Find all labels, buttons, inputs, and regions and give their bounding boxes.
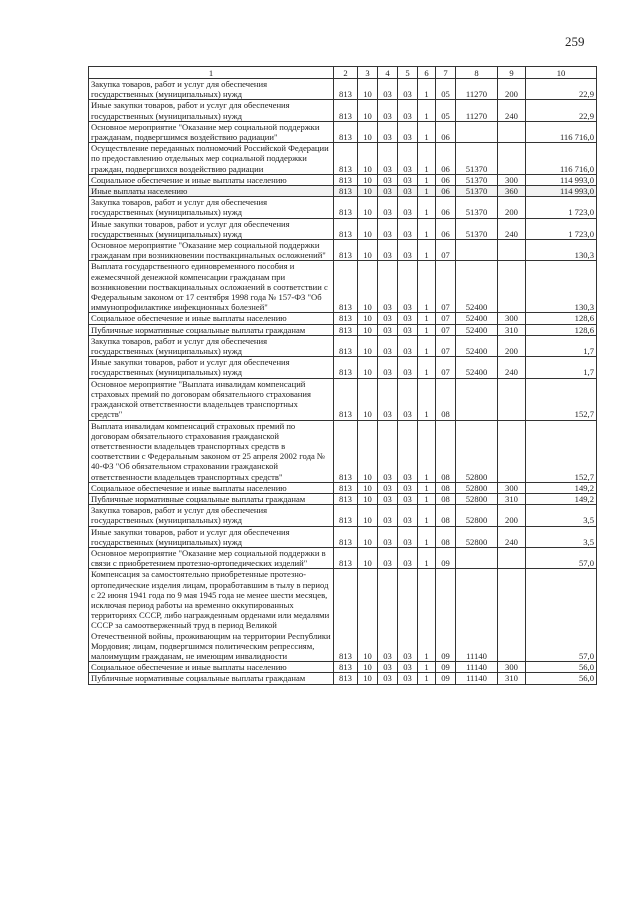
row-name: Закупка товаров, работ и услуг для обеспечения государственных (муниципальных) нужд [89,505,334,526]
row-code-c7: 06 [436,197,456,218]
table-row [89,357,597,378]
row-code-c8: 11270 [456,100,498,121]
row-code-c5: 03 [398,482,418,493]
row-name: Закупка товаров, работ и услуг для обеспечения государственных (муниципальных) нужд [89,335,334,356]
row-code-c3: 10 [358,493,378,504]
row-code-c2: 813 [334,673,358,684]
row-code-c2: 813 [334,218,358,239]
row-code-c8: 52800 [456,493,498,504]
row-name: Выплата инвалидам компенсаций страховых премий по договорам обязательного страхования гражданской ответственности владельцев транспортных средств в соответствии с Федеральным законом от 25 апреля 2002 года № 40-ФЗ "Об обязательном страховании гражданской ответственности владельцев транспортных средств" [89,420,334,482]
row-code-c5: 03 [398,526,418,547]
column-header: 2 [334,67,358,79]
row-name: Публичные нормативные социальные выплаты гражданам [89,673,334,684]
row-amount: 114 993,0 [526,186,597,197]
row-code-c5: 03 [398,357,418,378]
row-code-c6: 1 [418,313,436,324]
row-code-c6: 1 [418,335,436,356]
row-name: Иные закупки товаров, работ и услуг для обеспечения государственных (муниципальных) нужд [89,218,334,239]
row-code-c3: 10 [358,100,378,121]
row-code-c7: 06 [436,186,456,197]
row-code-c3: 10 [358,569,378,662]
row-code-c6: 1 [418,420,436,482]
row-amount: 56,0 [526,662,597,673]
row-code-c7: 07 [436,261,456,313]
row-amount: 22,9 [526,100,597,121]
row-amount: 130,3 [526,240,597,261]
row-code-c5: 03 [398,261,418,313]
table-header-row [89,67,597,79]
row-code-c9: 310 [498,493,526,504]
row-code-c9: 300 [498,313,526,324]
row-code-c9: 310 [498,673,526,684]
row-code-c4: 03 [378,121,398,142]
row-code-c8: 52800 [456,420,498,482]
row-code-c7: 08 [436,482,456,493]
row-code-c3: 10 [358,218,378,239]
row-code-c9: 300 [498,662,526,673]
column-header: 6 [418,67,436,79]
column-header: 4 [378,67,398,79]
row-code-c4: 03 [378,378,398,420]
row-code-c6: 1 [418,197,436,218]
row-code-c3: 10 [358,313,378,324]
row-code-c4: 03 [378,526,398,547]
page-number: 259 [565,34,585,49]
row-code-c7: 06 [436,218,456,239]
row-code-c8: 52400 [456,324,498,335]
row-amount: 57,0 [526,547,597,568]
row-code-c3: 10 [358,378,378,420]
row-code-c9 [498,143,526,175]
row-name: Закупка товаров, работ и услуг для обеспечения государственных (муниципальных) нужд [89,197,334,218]
row-name: Выплата государственного единовременного пособия и ежемесячной денежной компенсации гражданам при возникновении поствакцинальных осложнений в соответствии с Федеральным законом от 17 сентября 1998 года № 157-ФЗ "Об иммунопрофилактике инфекционных болезней" [89,261,334,313]
row-code-c3: 10 [358,335,378,356]
row-code-c5: 03 [398,218,418,239]
row-code-c3: 10 [358,240,378,261]
row-amount: 128,6 [526,324,597,335]
row-code-c3: 10 [358,324,378,335]
row-code-c3: 10 [358,357,378,378]
row-amount: 116 716,0 [526,143,597,175]
row-amount: 1,7 [526,357,597,378]
table-row [89,662,597,673]
row-code-c8: 52400 [456,313,498,324]
row-code-c3: 10 [358,505,378,526]
row-code-c6: 1 [418,673,436,684]
row-code-c7: 06 [436,121,456,142]
row-code-c8: 11270 [456,79,498,100]
row-code-c8: 51370 [456,218,498,239]
row-name: Социальное обеспечение и иные выплаты населению [89,174,334,185]
row-code-c6: 1 [418,505,436,526]
row-code-c5: 03 [398,420,418,482]
row-code-c7: 07 [436,313,456,324]
row-code-c7: 09 [436,547,456,568]
row-code-c4: 03 [378,335,398,356]
row-code-c5: 03 [398,143,418,175]
row-code-c4: 03 [378,420,398,482]
row-code-c7: 05 [436,79,456,100]
row-name: Иные закупки товаров, работ и услуг для обеспечения государственных (муниципальных) нужд [89,526,334,547]
row-code-c8: 52800 [456,482,498,493]
row-amount: 3,5 [526,526,597,547]
row-code-c5: 03 [398,493,418,504]
row-code-c9: 200 [498,335,526,356]
row-name: Компенсация за самостоятельно приобретенные протезно-ортопедические изделия лицам, проработавшим в тылу в период с 22 июня 1941 года по 9 мая 1945 года не менее шести месяцев, исключая период работы на временно оккупированных территориях СССР, либо награжденным орденами или медалями СССР за самоотверженный труд в период Великой Отечественной войны, проживающим на территории Республики Мордовия; лицам, подвергшимся политическим репрессиям, малоимущим гражданам, не имеющим инвалидности [89,569,334,662]
row-name: Иные выплаты населению [89,186,334,197]
row-code-c5: 03 [398,378,418,420]
row-code-c4: 03 [378,261,398,313]
column-header: 5 [398,67,418,79]
row-code-c6: 1 [418,493,436,504]
row-amount: 152,7 [526,420,597,482]
table-row [89,100,597,121]
budget-table [88,66,597,685]
column-header: 8 [456,67,498,79]
row-code-c9: 360 [498,186,526,197]
row-code-c3: 10 [358,547,378,568]
row-code-c6: 1 [418,569,436,662]
row-name: Иные закупки товаров, работ и услуг для обеспечения государственных (муниципальных) нужд [89,357,334,378]
row-code-c2: 813 [334,143,358,175]
row-code-c9: 240 [498,357,526,378]
row-code-c6: 1 [418,526,436,547]
row-name: Иные закупки товаров, работ и услуг для обеспечения государственных (муниципальных) нужд [89,100,334,121]
row-code-c4: 03 [378,662,398,673]
row-code-c6: 1 [418,547,436,568]
row-code-c6: 1 [418,79,436,100]
table-row [89,673,597,684]
row-code-c7: 08 [436,493,456,504]
row-code-c9 [498,261,526,313]
row-code-c7: 07 [436,324,456,335]
row-code-c2: 813 [334,547,358,568]
row-code-c3: 10 [358,420,378,482]
row-code-c7: 08 [436,378,456,420]
row-amount: 152,7 [526,378,597,420]
row-code-c7: 07 [436,240,456,261]
row-code-c9 [498,240,526,261]
row-code-c5: 03 [398,569,418,662]
row-amount: 114 993,0 [526,174,597,185]
row-amount: 1 723,0 [526,197,597,218]
row-code-c2: 813 [334,197,358,218]
row-code-c8: 11140 [456,569,498,662]
row-code-c5: 03 [398,547,418,568]
row-code-c5: 03 [398,240,418,261]
row-code-c7: 06 [436,174,456,185]
row-code-c2: 813 [334,186,358,197]
row-code-c4: 03 [378,673,398,684]
row-code-c2: 813 [334,79,358,100]
row-code-c9: 310 [498,324,526,335]
table-row [89,261,597,313]
table-row [89,569,597,662]
row-code-c5: 03 [398,121,418,142]
row-code-c8: 51370 [456,143,498,175]
row-code-c4: 03 [378,240,398,261]
row-code-c4: 03 [378,186,398,197]
row-code-c4: 03 [378,197,398,218]
row-amount: 149,2 [526,493,597,504]
table-row [89,378,597,420]
row-amount: 22,9 [526,79,597,100]
row-code-c4: 03 [378,569,398,662]
row-code-c2: 813 [334,335,358,356]
row-code-c9: 200 [498,197,526,218]
row-code-c3: 10 [358,673,378,684]
row-code-c9 [498,569,526,662]
table-row [89,324,597,335]
row-code-c5: 03 [398,197,418,218]
table-row [89,143,597,175]
row-code-c7: 09 [436,569,456,662]
row-code-c7: 08 [436,526,456,547]
table-row [89,240,597,261]
row-code-c6: 1 [418,482,436,493]
row-code-c4: 03 [378,493,398,504]
row-amount: 149,2 [526,482,597,493]
row-code-c6: 1 [418,378,436,420]
row-code-c4: 03 [378,79,398,100]
row-code-c6: 1 [418,143,436,175]
row-code-c9: 240 [498,218,526,239]
row-amount: 56,0 [526,673,597,684]
row-code-c5: 03 [398,324,418,335]
row-code-c2: 813 [334,174,358,185]
row-code-c3: 10 [358,261,378,313]
row-code-c4: 03 [378,547,398,568]
row-code-c9 [498,121,526,142]
column-header: 9 [498,67,526,79]
table-row [89,174,597,185]
row-code-c3: 10 [358,121,378,142]
row-code-c6: 1 [418,324,436,335]
row-code-c7: 07 [436,335,456,356]
table-row [89,493,597,504]
row-name: Социальное обеспечение и иные выплаты населению [89,662,334,673]
row-code-c5: 03 [398,174,418,185]
row-code-c4: 03 [378,143,398,175]
row-amount: 128,6 [526,313,597,324]
table-row [89,79,597,100]
table-row [89,121,597,142]
row-code-c6: 1 [418,100,436,121]
row-code-c5: 03 [398,313,418,324]
row-code-c8 [456,378,498,420]
table-row [89,313,597,324]
row-code-c8: 51370 [456,186,498,197]
row-code-c3: 10 [358,662,378,673]
row-code-c8 [456,240,498,261]
row-code-c2: 813 [334,313,358,324]
table-row [89,186,597,197]
row-code-c8: 52800 [456,505,498,526]
row-code-c7: 08 [436,505,456,526]
row-code-c6: 1 [418,174,436,185]
row-code-c4: 03 [378,324,398,335]
row-code-c2: 813 [334,662,358,673]
column-header: 3 [358,67,378,79]
row-code-c4: 03 [378,357,398,378]
row-code-c8: 52400 [456,335,498,356]
row-code-c4: 03 [378,100,398,121]
row-code-c5: 03 [398,673,418,684]
table-row [89,420,597,482]
row-code-c6: 1 [418,186,436,197]
row-code-c7: 05 [436,100,456,121]
row-code-c4: 03 [378,482,398,493]
row-code-c9: 240 [498,100,526,121]
row-amount: 1 723,0 [526,218,597,239]
row-code-c2: 813 [334,482,358,493]
row-name: Публичные нормативные социальные выплаты гражданам [89,324,334,335]
row-code-c5: 03 [398,505,418,526]
row-code-c3: 10 [358,482,378,493]
row-code-c9 [498,378,526,420]
row-code-c2: 813 [334,121,358,142]
row-name: Публичные нормативные социальные выплаты гражданам [89,493,334,504]
row-code-c8: 11140 [456,662,498,673]
column-header: 10 [526,67,597,79]
row-code-c3: 10 [358,526,378,547]
row-code-c6: 1 [418,662,436,673]
column-header: 1 [89,67,334,79]
row-name: Основное мероприятие "Оказание мер социальной поддержки в связи с приобретением протезно-ортопедических изделий" [89,547,334,568]
row-name: Основное мероприятие "Выплата инвалидам компенсаций страховых премий по договорам обязательного страхования гражданской ответственности владельцев транспортных средств" [89,378,334,420]
table-row [89,482,597,493]
column-header: 7 [436,67,456,79]
row-code-c2: 813 [334,378,358,420]
row-code-c5: 03 [398,100,418,121]
row-code-c5: 03 [398,79,418,100]
row-code-c5: 03 [398,662,418,673]
row-code-c9 [498,547,526,568]
row-code-c7: 09 [436,673,456,684]
row-code-c4: 03 [378,174,398,185]
row-code-c2: 813 [334,357,358,378]
row-code-c8: 52800 [456,526,498,547]
row-name: Закупка товаров, работ и услуг для обеспечения государственных (муниципальных) нужд [89,79,334,100]
row-code-c2: 813 [334,505,358,526]
row-code-c2: 813 [334,569,358,662]
row-code-c4: 03 [378,505,398,526]
row-amount: 1,7 [526,335,597,356]
row-code-c2: 813 [334,526,358,547]
row-code-c2: 813 [334,324,358,335]
row-code-c6: 1 [418,261,436,313]
row-name: Осуществление переданных полномочий Российской Федерации по предоставлению отдельных мер социальной поддержки граждан, подвергшихся воздействию радиации [89,143,334,175]
table-row [89,197,597,218]
row-code-c2: 813 [334,100,358,121]
row-code-c6: 1 [418,357,436,378]
row-code-c8: 51370 [456,174,498,185]
row-amount: 57,0 [526,569,597,662]
row-amount: 116 716,0 [526,121,597,142]
table-row [89,505,597,526]
row-code-c5: 03 [398,186,418,197]
row-code-c8 [456,547,498,568]
table-row [89,526,597,547]
row-code-c7: 08 [436,420,456,482]
row-code-c7: 06 [436,143,456,175]
row-code-c5: 03 [398,335,418,356]
row-code-c7: 09 [436,662,456,673]
row-code-c6: 1 [418,240,436,261]
row-code-c6: 1 [418,121,436,142]
row-code-c8: 52400 [456,357,498,378]
row-name: Социальное обеспечение и иные выплаты населению [89,313,334,324]
row-code-c2: 813 [334,493,358,504]
row-code-c8: 52400 [456,261,498,313]
row-code-c6: 1 [418,218,436,239]
row-code-c8: 11140 [456,673,498,684]
row-code-c9: 200 [498,79,526,100]
row-code-c9: 300 [498,174,526,185]
row-code-c8 [456,121,498,142]
row-amount: 130,3 [526,261,597,313]
row-code-c3: 10 [358,197,378,218]
row-name: Основное мероприятие "Оказание мер социальной поддержки гражданам, подвергшимся воздействию радиации" [89,121,334,142]
row-code-c3: 10 [358,186,378,197]
table-row [89,335,597,356]
row-name: Основное мероприятие "Оказание мер социальной поддержки гражданам при возникновении поствакцинальных осложнений" [89,240,334,261]
row-code-c2: 813 [334,240,358,261]
row-code-c7: 07 [436,357,456,378]
row-code-c3: 10 [358,174,378,185]
row-code-c3: 10 [358,79,378,100]
row-code-c9 [498,420,526,482]
row-code-c2: 813 [334,261,358,313]
row-code-c4: 03 [378,313,398,324]
row-code-c8: 51370 [456,197,498,218]
row-name: Социальное обеспечение и иные выплаты населению [89,482,334,493]
row-code-c9: 300 [498,482,526,493]
row-code-c4: 03 [378,218,398,239]
row-code-c2: 813 [334,420,358,482]
row-code-c3: 10 [358,143,378,175]
table-row [89,547,597,568]
row-amount: 3,5 [526,505,597,526]
table-row [89,218,597,239]
row-code-c9: 240 [498,526,526,547]
row-code-c9: 200 [498,505,526,526]
